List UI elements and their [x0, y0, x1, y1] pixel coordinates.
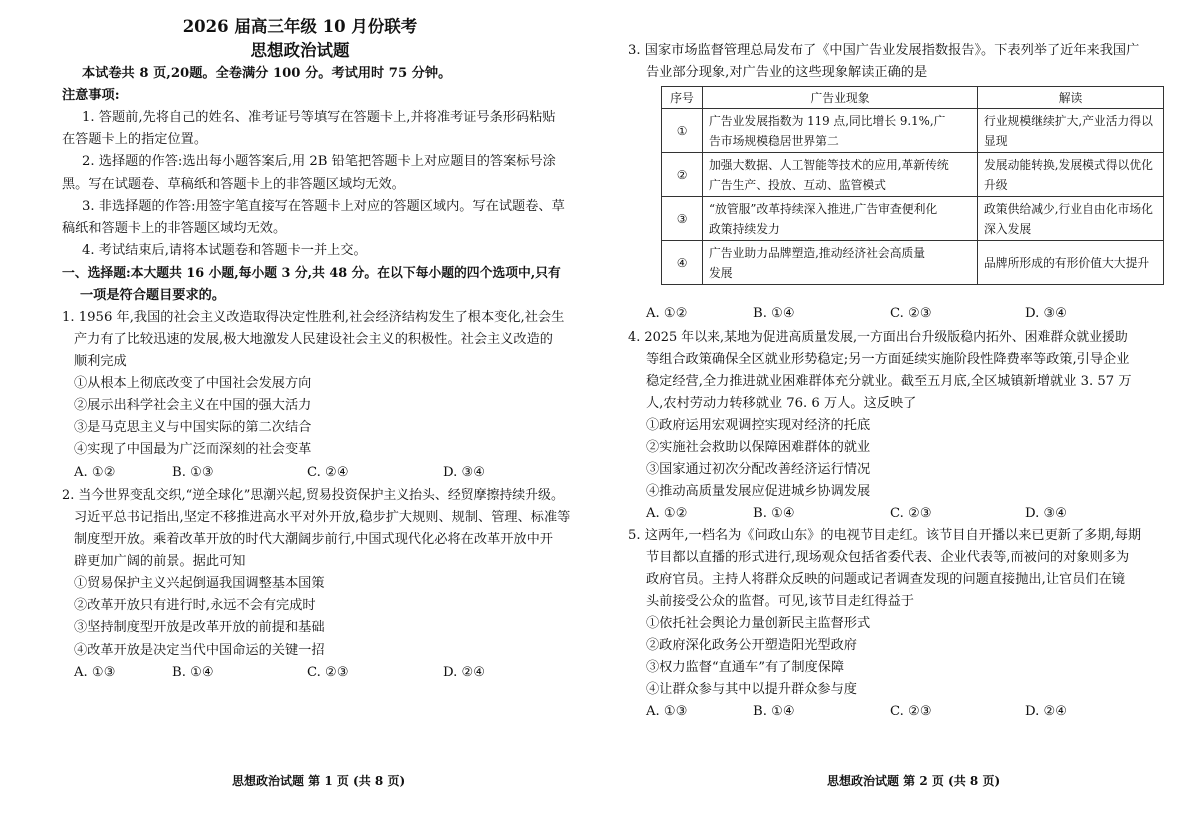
- row-number: ③: [662, 197, 703, 241]
- table-row: [662, 153, 1164, 197]
- cell-line: 显现: [984, 133, 1008, 148]
- question-2-item: ③坚持制度型开放是改革开放的前提和基础: [74, 620, 325, 635]
- question-3-option-d[interactable]: D. ③④: [1025, 306, 1068, 321]
- question-1-stem: 1. 1956 年,我国的社会主义改造取得决定性胜利,社会经济结构发生了根本变化,社会生: [62, 310, 565, 325]
- subject-title: 思想政治试题: [250, 41, 350, 60]
- table-row: [662, 241, 1164, 285]
- question-4-item: ②实施社会救助以保障困难群体的就业: [646, 440, 871, 455]
- notice-line: 1. 答题前,先将自己的姓名、准考证号等填写在答题卡上,并将准考证号条形码粘贴: [82, 110, 556, 125]
- question-5-option-a[interactable]: A. ①③: [646, 704, 688, 719]
- question-2-option-a[interactable]: A. ①③: [74, 665, 116, 680]
- cell-line: 行业规模继续扩大,产业活力得以: [984, 113, 1153, 128]
- phenomenon-cell: [703, 109, 978, 153]
- question-4-option-a[interactable]: A. ①②: [646, 506, 688, 521]
- question-1-option-d[interactable]: D. ③④: [443, 465, 486, 480]
- question-4-option-d[interactable]: D. ③④: [1025, 506, 1068, 521]
- question-3-stem: 3. 国家市场监督管理总局发布了《中国广告业发展指数报告》。下表列举了近年来我国广: [628, 43, 1140, 58]
- question-2-option-d[interactable]: D. ②④: [443, 665, 486, 680]
- cell-line: 政策持续发力: [709, 221, 780, 236]
- table-header: 序号: [662, 87, 703, 109]
- question-1-stem: 产力有了比较迅速的发展,极大地激发人民建设社会主义的积极性。社会主义改造的: [74, 332, 553, 347]
- question-1-stem: 顺利完成: [74, 354, 127, 369]
- row-number: ②: [662, 153, 703, 197]
- question-1-item: ④实现了中国最为广泛而深刻的社会变革: [74, 442, 312, 457]
- question-2-stem: 制度型开放。乘着改革开放的时代大潮阔步前行,中国式现代化必将在改革开放中开: [74, 532, 553, 547]
- table-header: 广告业现象: [703, 87, 978, 109]
- cell-line: 政策供给减少,行业自由化市场化: [984, 201, 1153, 216]
- notice-line: 3. 非选择题的作答:用签字笔直接写在答题卡上对应的答题区域内。写在试题卷、草: [82, 199, 565, 214]
- table-row: [662, 109, 1164, 153]
- cell-line: 加强大数据、人工智能等技术的应用,革新传统: [709, 157, 949, 172]
- question-4-item: ③国家通过初次分配改善经济运行情况: [646, 462, 871, 477]
- cell-line: 升级: [984, 177, 1008, 192]
- cell-line: 广告业发展指数为 119 点,同比增长 9.1%,广: [709, 113, 946, 128]
- question-5-stem: 政府官员。主持人将群众反映的问题或记者调查发现的问题直接抛出,让官员们在镜: [646, 572, 1125, 587]
- question-5-stem: 5. 这两年,一档名为《问政山东》的电视节目走红。该节目自开播以来已更新了多期,每期: [628, 528, 1142, 543]
- phenomenon-cell: [703, 153, 978, 197]
- exam-info: 本试卷共 8 页,20题。全卷满分 100 分。考试用时 75 分钟。: [82, 66, 452, 81]
- notice-line: 黑。写在试题卷、草稿纸和答题卡上的非答题区域均无效。: [62, 177, 405, 192]
- question-1-item: ③是马克思主义与中国实际的第二次结合: [74, 420, 312, 435]
- question-2-stem: 2. 当今世界变乱交织,“逆全球化”思潮兴起,贸易投资保护主义抬头、经贸摩擦持续升级。: [62, 488, 564, 503]
- question-1-option-b[interactable]: B. ①③: [172, 465, 214, 480]
- row-number: ①: [662, 109, 703, 153]
- reading-cell: [978, 197, 1164, 241]
- question-5-item: ①依托社会舆论力量创新民主监督形式: [646, 616, 871, 631]
- question-4-stem: 等组合政策确保全区就业形势稳定;另一方面延续实施阶段性降费率等政策,引导企业: [646, 352, 1130, 367]
- question-5-option-d[interactable]: D. ②④: [1025, 704, 1068, 719]
- question-4-option-c[interactable]: C. ②③: [890, 506, 932, 521]
- question-4-stem: 稳定经营,全力推进就业困难群体充分就业。截至五月底,全区城镇新增就业 3. 57 万: [646, 374, 1132, 389]
- question-2-item: ①贸易保护主义兴起倒逼我国调整基本国策: [74, 576, 325, 591]
- question-3-stem: 告业部分现象,对广告业的这些现象解读正确的是: [646, 65, 928, 80]
- section-heading: 一、选择题:本大题共 16 小题,每小题 3 分,共 48 分。在以下每小题的四个选项中,只有: [62, 266, 561, 281]
- table-header: 解读: [978, 87, 1164, 109]
- cell-line: 发展: [709, 265, 733, 280]
- question-5-stem: 头前接受公众的监督。可见,该节目走红得益于: [646, 594, 914, 609]
- cell-line: 广告业助力品牌塑造,推动经济社会高质量: [709, 245, 926, 260]
- question-4-stem: 4. 2025 年以来,某地为促进高质量发展,一方面出台升级版稳内拓外、困难群众就业援助: [628, 330, 1128, 345]
- question-2-stem: 习近平总书记指出,坚定不移推进高水平对外开放,稳步扩大规则、规制、管理、标准等: [74, 510, 571, 525]
- notice-line: 在答题卡上的指定位置。: [62, 132, 208, 147]
- cell-line: 发展动能转换,发展模式得以优化: [984, 157, 1153, 172]
- question-2-option-c[interactable]: C. ②③: [307, 665, 349, 680]
- section-heading-cont: 一项是符合题目要求的。: [80, 288, 226, 303]
- reading-cell: [978, 109, 1164, 153]
- cell-line: 告市场规模稳居世界第二: [709, 133, 839, 148]
- advertising-table: [661, 86, 1164, 285]
- question-3-option-c[interactable]: C. ②③: [890, 306, 932, 321]
- question-5-option-b[interactable]: B. ①④: [753, 704, 795, 719]
- row-number: ④: [662, 241, 703, 285]
- question-5-stem: 节目都以直播的形式进行,现场观众包括省委代表、企业代表等,而被问的对象则多为: [646, 550, 1130, 565]
- page-footer: 思想政治试题 第 2 页 (共 8 页): [827, 774, 1001, 788]
- question-1-option-c[interactable]: C. ②④: [307, 465, 349, 480]
- table-header-row: [662, 87, 1164, 109]
- phenomenon-cell: [703, 197, 978, 241]
- question-1-item: ①从根本上彻底改变了中国社会发展方向: [74, 376, 312, 391]
- question-1-option-a[interactable]: A. ①②: [74, 465, 116, 480]
- question-2-item: ②改革开放只有进行时,永远不会有完成时: [74, 598, 316, 613]
- question-1-item: ②展示出科学社会主义在中国的强大活力: [74, 398, 312, 413]
- table-row: [662, 197, 1164, 241]
- notice-line: 4. 考试结束后,请将本试题卷和答题卡一并上交。: [82, 243, 367, 258]
- question-4-option-b[interactable]: B. ①④: [753, 506, 795, 521]
- cell-line: 深入发展: [984, 221, 1032, 236]
- phenomenon-cell: [703, 241, 978, 285]
- reading-cell: [978, 153, 1164, 197]
- cell-line: “放管服”改革持续深入推进,广告审查便利化: [709, 201, 938, 216]
- question-3-option-b[interactable]: B. ①④: [753, 306, 795, 321]
- reading-cell: [978, 241, 1164, 285]
- notice-heading: 注意事项:: [62, 88, 120, 103]
- question-3-option-a[interactable]: A. ①②: [646, 306, 688, 321]
- question-5-option-c[interactable]: C. ②③: [890, 704, 932, 719]
- page-footer: 思想政治试题 第 1 页 (共 8 页): [232, 774, 406, 788]
- cell-line: 品牌所形成的有形价值大大提升: [984, 255, 1150, 270]
- cell-line: 广告生产、投放、互动、监管模式: [709, 177, 886, 192]
- question-2-item: ④改革开放是决定当代中国命运的关键一招: [74, 643, 325, 658]
- notice-line: 稿纸和答题卡上的非答题区域均无效。: [62, 221, 287, 236]
- question-5-item: ②政府深化政务公开塑造阳光型政府: [646, 638, 857, 653]
- notice-line: 2. 选择题的作答:选出每小题答案后,用 2B 铅笔把答题卡上对应题目的答案标号涂: [82, 154, 556, 169]
- question-4-item: ①政府运用宏观调控实现对经济的托底: [646, 418, 871, 433]
- question-2-option-b[interactable]: B. ①④: [172, 665, 214, 680]
- question-5-item: ③权力监督“直通车”有了制度保障: [646, 660, 845, 675]
- question-4-item: ④推动高质量发展应促进城乡协调发展: [646, 484, 871, 499]
- exam-title: 2026 届高三年级 10 月份联考: [182, 17, 418, 36]
- question-4-stem: 人,农村劳动力转移就业 76. 6 万人。这反映了: [646, 396, 917, 411]
- question-5-item: ④让群众参与其中以提升群众参与度: [646, 682, 857, 697]
- question-2-stem: 辟更加广阔的前景。据此可知: [74, 554, 246, 569]
